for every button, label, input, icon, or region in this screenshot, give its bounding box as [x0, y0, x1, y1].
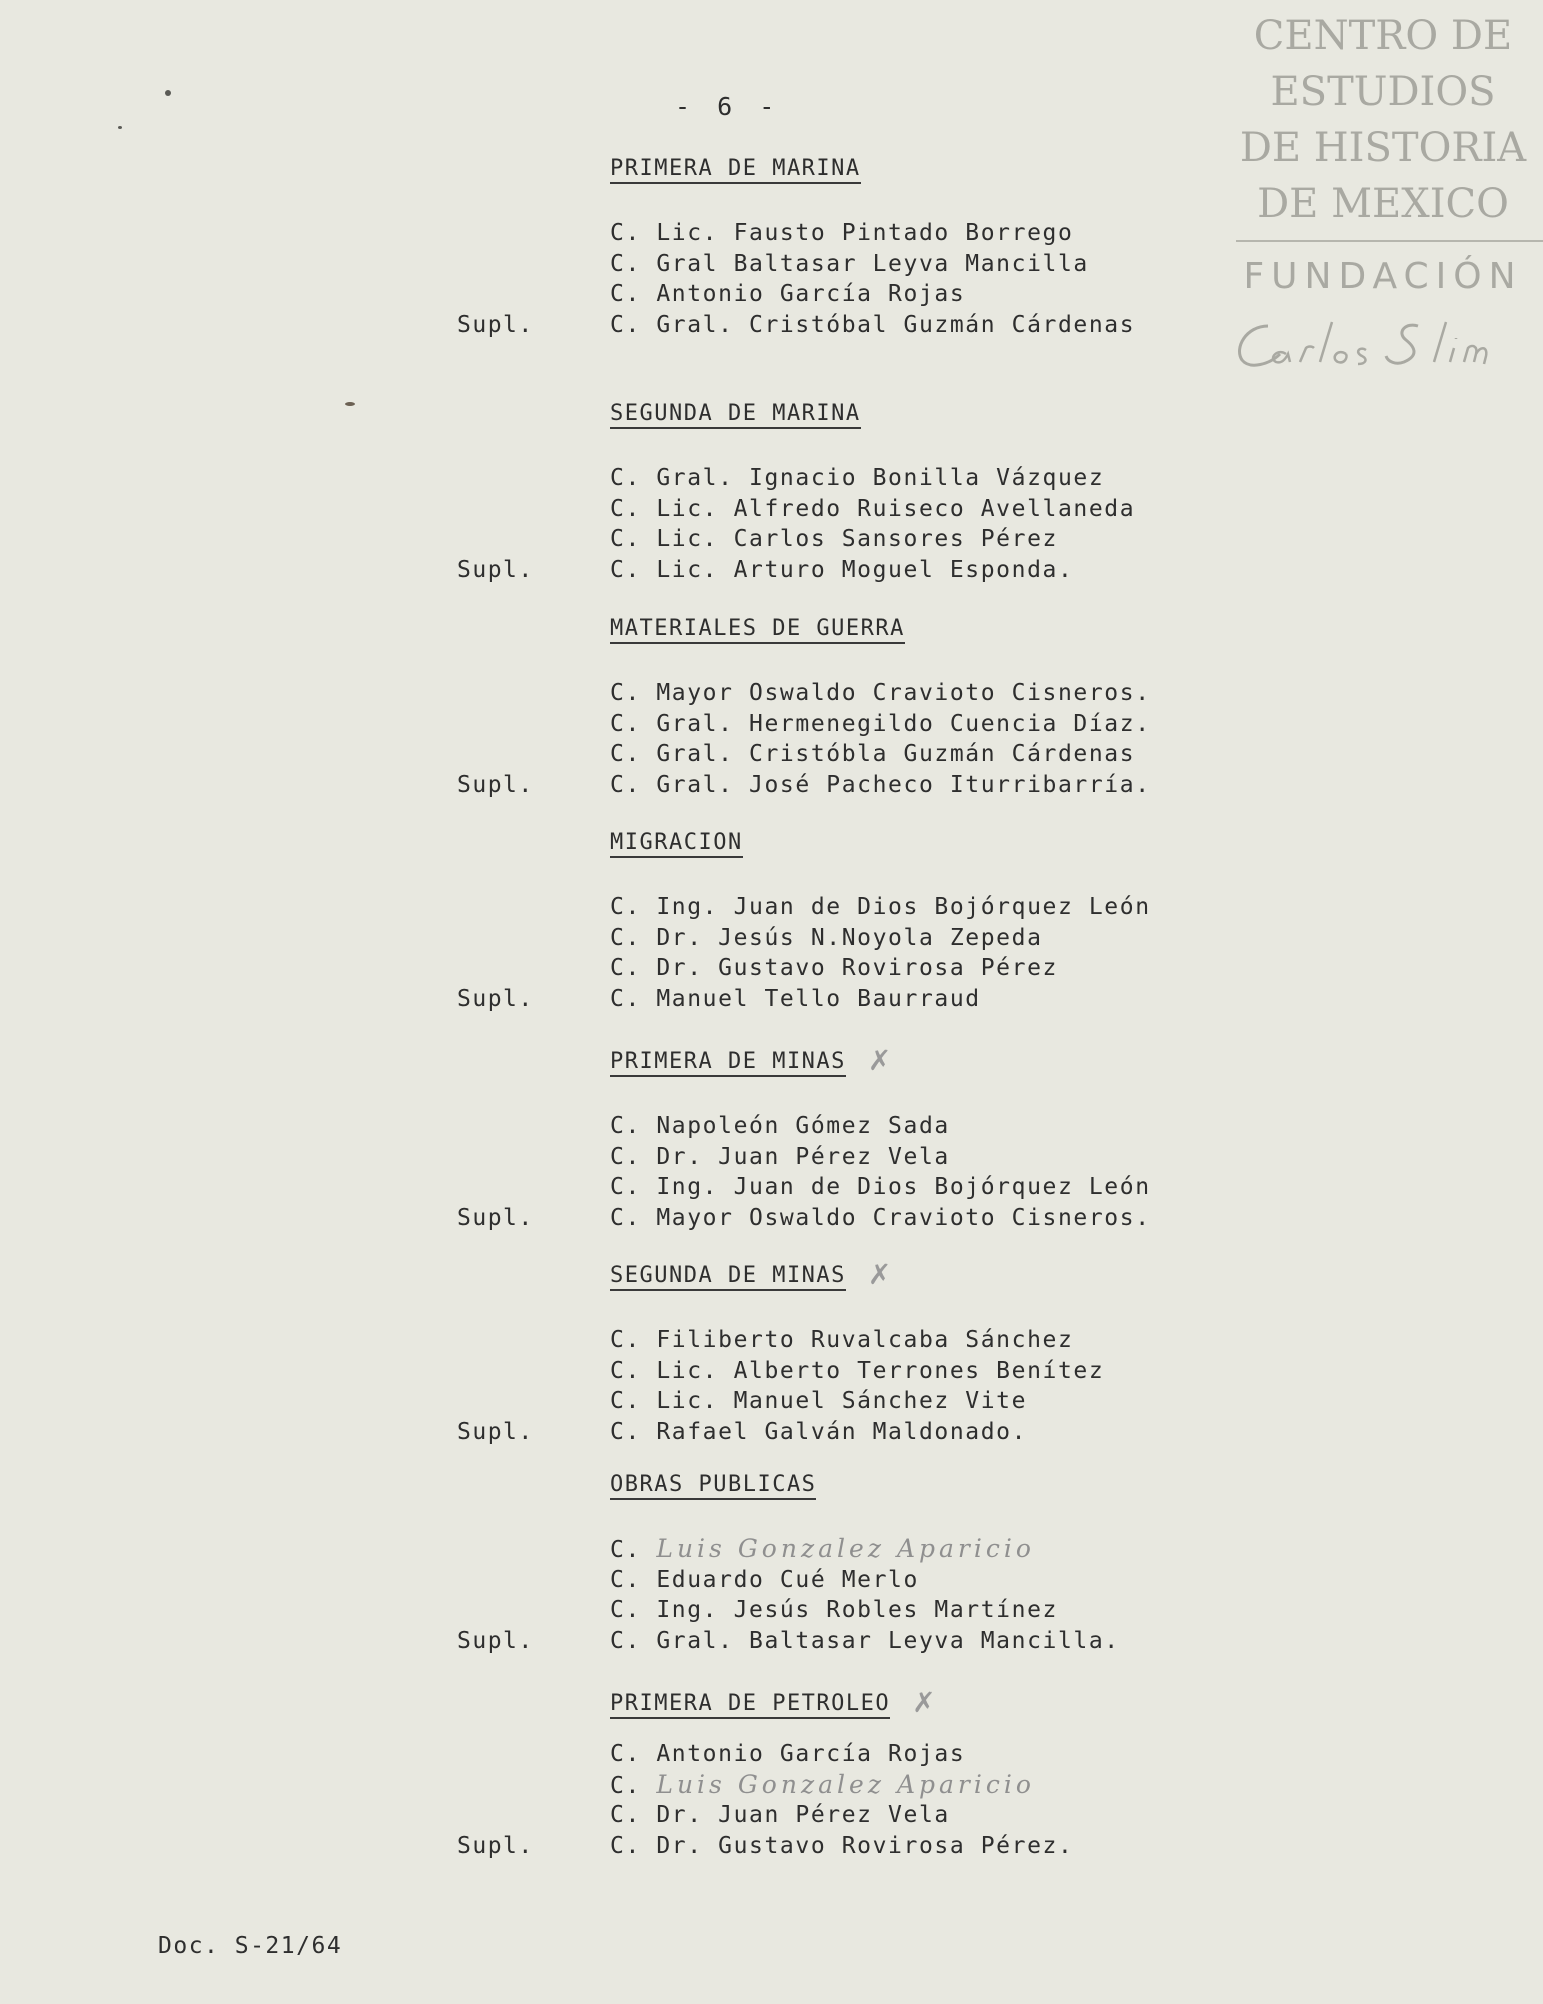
entry	[610, 1325, 1104, 1356]
entry-name: C. Dr. Juan Pérez Vela	[610, 1143, 950, 1170]
entry	[610, 1142, 1151, 1173]
supl-label: Supl.	[457, 1627, 534, 1654]
archive-watermark	[1228, 8, 1538, 378]
entry	[610, 494, 1135, 525]
entry-name: C.	[610, 1537, 641, 1563]
entry	[610, 739, 1151, 770]
entry-list	[457, 463, 1136, 585]
entry-name: C. Ing. Jesús Robles Martínez	[610, 1597, 1058, 1623]
section-heading: PRIMERA DE MINAS	[610, 1049, 846, 1077]
entry-name: C.	[610, 1772, 641, 1799]
entry-name: C. Mayor Oswaldo Cravioto Cisneros.	[610, 680, 1151, 706]
check-mark-icon: ✗	[867, 1258, 893, 1291]
entry-name: C. Antonio García Rojas	[610, 1741, 966, 1767]
entry	[610, 463, 1135, 494]
entry-list	[457, 892, 1151, 1014]
section-heading: SEGUNDA DE MARINA	[610, 401, 861, 429]
page-number: - 6 -	[675, 92, 781, 121]
entry	[610, 1356, 1104, 1387]
section-primera-de-minas	[457, 1044, 1151, 1233]
entry	[457, 1417, 1104, 1448]
entry	[610, 1172, 1151, 1203]
watermark-line-3: DE HISTORIA	[1239, 125, 1527, 171]
entry-name: C. Mayor Oswaldo Cravioto Cisneros.	[610, 1204, 1151, 1231]
supl-label: Supl.	[457, 1204, 534, 1231]
section-heading: OBRAS PUBLICAS	[610, 1472, 816, 1500]
section-heading: MIGRACION	[610, 830, 743, 858]
watermark-line-1: CENTRO DE	[1253, 13, 1513, 59]
entry	[457, 1626, 1120, 1657]
entry-name: C. Lic. Manuel Sánchez Vite	[610, 1388, 1028, 1414]
entry-list	[457, 1739, 1074, 1861]
paper-speck	[118, 126, 122, 129]
supl-label: Supl.	[457, 1418, 534, 1445]
section-primera-de-marina	[457, 156, 1136, 340]
section-materiales-de-guerra	[457, 616, 1151, 800]
entry-list	[457, 1325, 1105, 1447]
supl-label: Supl.	[457, 311, 534, 338]
handwritten-name: Luis Gonzalez Aparicio	[656, 1769, 1035, 1799]
entry-name: C. Napoleón Gómez Sada	[610, 1113, 950, 1139]
supl-label: Supl.	[457, 556, 534, 583]
section-obras-publicas	[457, 1472, 1120, 1656]
paper-speck	[345, 402, 355, 406]
entry-name: C. Filiberto Ruvalcaba Sánchez	[610, 1327, 1074, 1353]
entry	[610, 1565, 1120, 1596]
entry-list	[457, 1534, 1120, 1656]
entry	[610, 1534, 1120, 1565]
section-heading: PRIMERA DE PETROLEO	[610, 1691, 890, 1719]
entry	[610, 1595, 1120, 1626]
entry	[610, 1739, 1073, 1770]
check-mark-icon: ✗	[867, 1044, 893, 1077]
section-primera-de-petroleo	[457, 1686, 1074, 1861]
entry	[610, 218, 1135, 249]
supl-label: Supl.	[457, 771, 534, 798]
entry-list	[457, 678, 1151, 800]
entry	[457, 1203, 1151, 1234]
handwritten-name: Luis Gonzalez Aparicio	[656, 1534, 1035, 1563]
watermark-line-4: DE MEXICO	[1257, 181, 1509, 227]
entry	[457, 555, 1135, 586]
section-migracion	[457, 830, 1151, 1014]
signature-logo-icon	[1228, 308, 1528, 378]
entry-name: C. Lic. Fausto Pintado Borrego	[610, 220, 1074, 246]
entry	[610, 524, 1135, 555]
entry-name: C. Dr. Juan Pérez Vela	[610, 1802, 950, 1828]
entry-name: C. Manuel Tello Baurraud	[610, 985, 981, 1012]
entry-name: C. Antonio García Rojas	[610, 281, 966, 307]
check-mark-icon: ✗	[912, 1686, 938, 1719]
section-heading: SEGUNDA DE MINAS	[610, 1263, 846, 1291]
entry-name: C. Gral. Ignacio Bonilla Vázquez	[610, 465, 1105, 491]
entry	[610, 709, 1151, 740]
entry-name: C. Eduardo Cué Merlo	[610, 1566, 919, 1593]
entry-name: C. Gral. José Pacheco Iturribarría.	[610, 771, 1151, 798]
entry	[610, 678, 1151, 709]
entry-name: C. Dr. Gustavo Rovirosa Pérez	[610, 955, 1058, 981]
entry-name: C. Dr. Gustavo Rovirosa Pérez.	[610, 1832, 1074, 1859]
supl-label: Supl.	[457, 1832, 534, 1859]
watermark-foundation: FUNDACIÓN	[1243, 256, 1523, 297]
entry-name: C. Dr. Jesús N.Noyola Zepeda	[610, 924, 1043, 951]
entry-name: C. Gral. Cristóbal Guzmán Cárdenas	[610, 311, 1136, 338]
entry	[610, 923, 1151, 954]
watermark-line-2: ESTUDIOS	[1270, 69, 1496, 115]
entry	[457, 310, 1136, 341]
entry-name: C. Ing. Juan de Dios Bojórquez León	[610, 1174, 1151, 1200]
entry-name: C. Rafael Galván Maldonado.	[610, 1418, 1028, 1445]
entry-name: C. Lic. Alberto Terrones Benítez	[610, 1357, 1105, 1384]
entry	[610, 279, 1135, 310]
entry-name: C. Gral Baltasar Leyva Mancilla	[610, 250, 1089, 277]
entry-name: C. Gral. Baltasar Leyva Mancilla.	[610, 1627, 1120, 1654]
entry	[610, 249, 1135, 280]
section-segunda-de-minas	[457, 1258, 1105, 1447]
entry-name: C. Lic. Alfredo Ruiseco Avellaneda	[610, 495, 1136, 522]
entry	[610, 1800, 1073, 1831]
supl-label: Supl.	[457, 985, 534, 1012]
entry-list	[457, 218, 1136, 340]
entry	[610, 1386, 1104, 1417]
entry	[457, 770, 1151, 801]
entry-name: C. Ing. Juan de Dios Bojórquez León	[610, 894, 1151, 920]
entry-name: C. Gral. Cristóbla Guzmán Cárdenas	[610, 741, 1136, 767]
entry	[457, 984, 1151, 1015]
entry	[610, 1111, 1151, 1142]
entry	[610, 1770, 1073, 1801]
entry	[457, 1831, 1074, 1862]
entry	[610, 953, 1151, 984]
section-heading: PRIMERA DE MARINA	[610, 156, 861, 184]
section-heading: MATERIALES DE GUERRA	[610, 616, 905, 644]
paper-speck	[165, 90, 171, 96]
entry-name: C. Lic. Carlos Sansores Pérez	[610, 526, 1058, 552]
entry-name: C. Gral. Hermenegildo Cuencia Díaz.	[610, 710, 1151, 737]
entry-name: C. Lic. Arturo Moguel Esponda.	[610, 556, 1074, 583]
section-segunda-de-marina	[457, 401, 1136, 585]
document-reference: Doc. S-21/64	[158, 1933, 343, 1959]
watermark-divider	[1236, 240, 1543, 242]
entry-list	[457, 1111, 1151, 1233]
entry	[610, 892, 1151, 923]
